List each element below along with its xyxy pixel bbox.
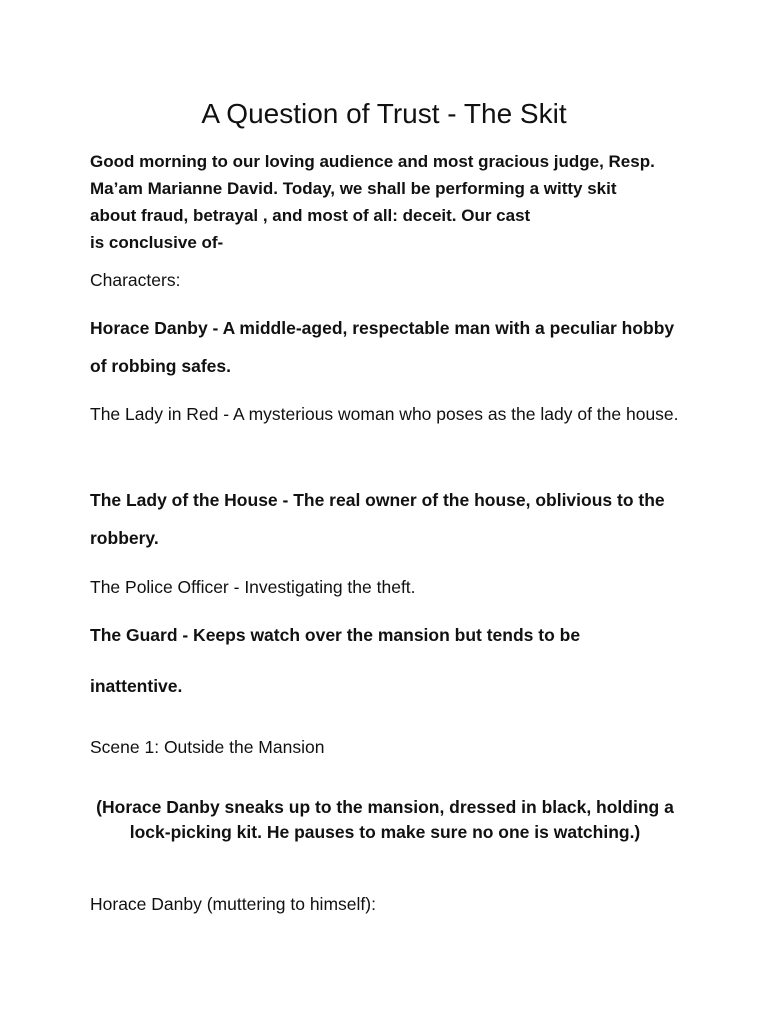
- character-guard-line-1: The Guard - Keeps watch over the mansion but tends to be: [90, 625, 581, 645]
- speaker-line: Horace Danby (muttering to himself):: [90, 894, 376, 914]
- character-lady-in-red: The Lady in Red - A mysterious woman who poses as the lady of the house.: [90, 404, 679, 424]
- intro-line: is conclusive of-: [90, 233, 224, 252]
- intro-line: Ma’am Marianne David. Today, we shall be performing a witty skit: [90, 179, 617, 198]
- character-lady-of-house: The Lady of the House - The real owner of the house, oblivious to the robbery.: [90, 490, 665, 548]
- intro-line: Good morning to our loving audience and most gracious judge, Resp.: [90, 152, 655, 171]
- characters-heading: Characters:: [90, 270, 181, 290]
- intro-paragraph: [90, 148, 690, 256]
- page-title: A Question of Trust - The Skit: [201, 98, 567, 129]
- character-horace-danby: Horace Danby - A middle-aged, respectable man with a peculiar hobby of robbing safes.: [90, 318, 675, 376]
- stage-direction: (Horace Danby sneaks up to the mansion, dressed in black, holding a lock-picking kit. He pauses to make sure no one is watching.): [96, 797, 674, 842]
- intro-line: about fraud, betrayal , and most of all: deceit. Our cast: [90, 206, 531, 225]
- scene-heading: Scene 1: Outside the Mansion: [90, 737, 325, 757]
- character-police-officer: The Police Officer - Investigating the theft.: [90, 577, 416, 597]
- character-guard-line-2: inattentive.: [90, 676, 183, 696]
